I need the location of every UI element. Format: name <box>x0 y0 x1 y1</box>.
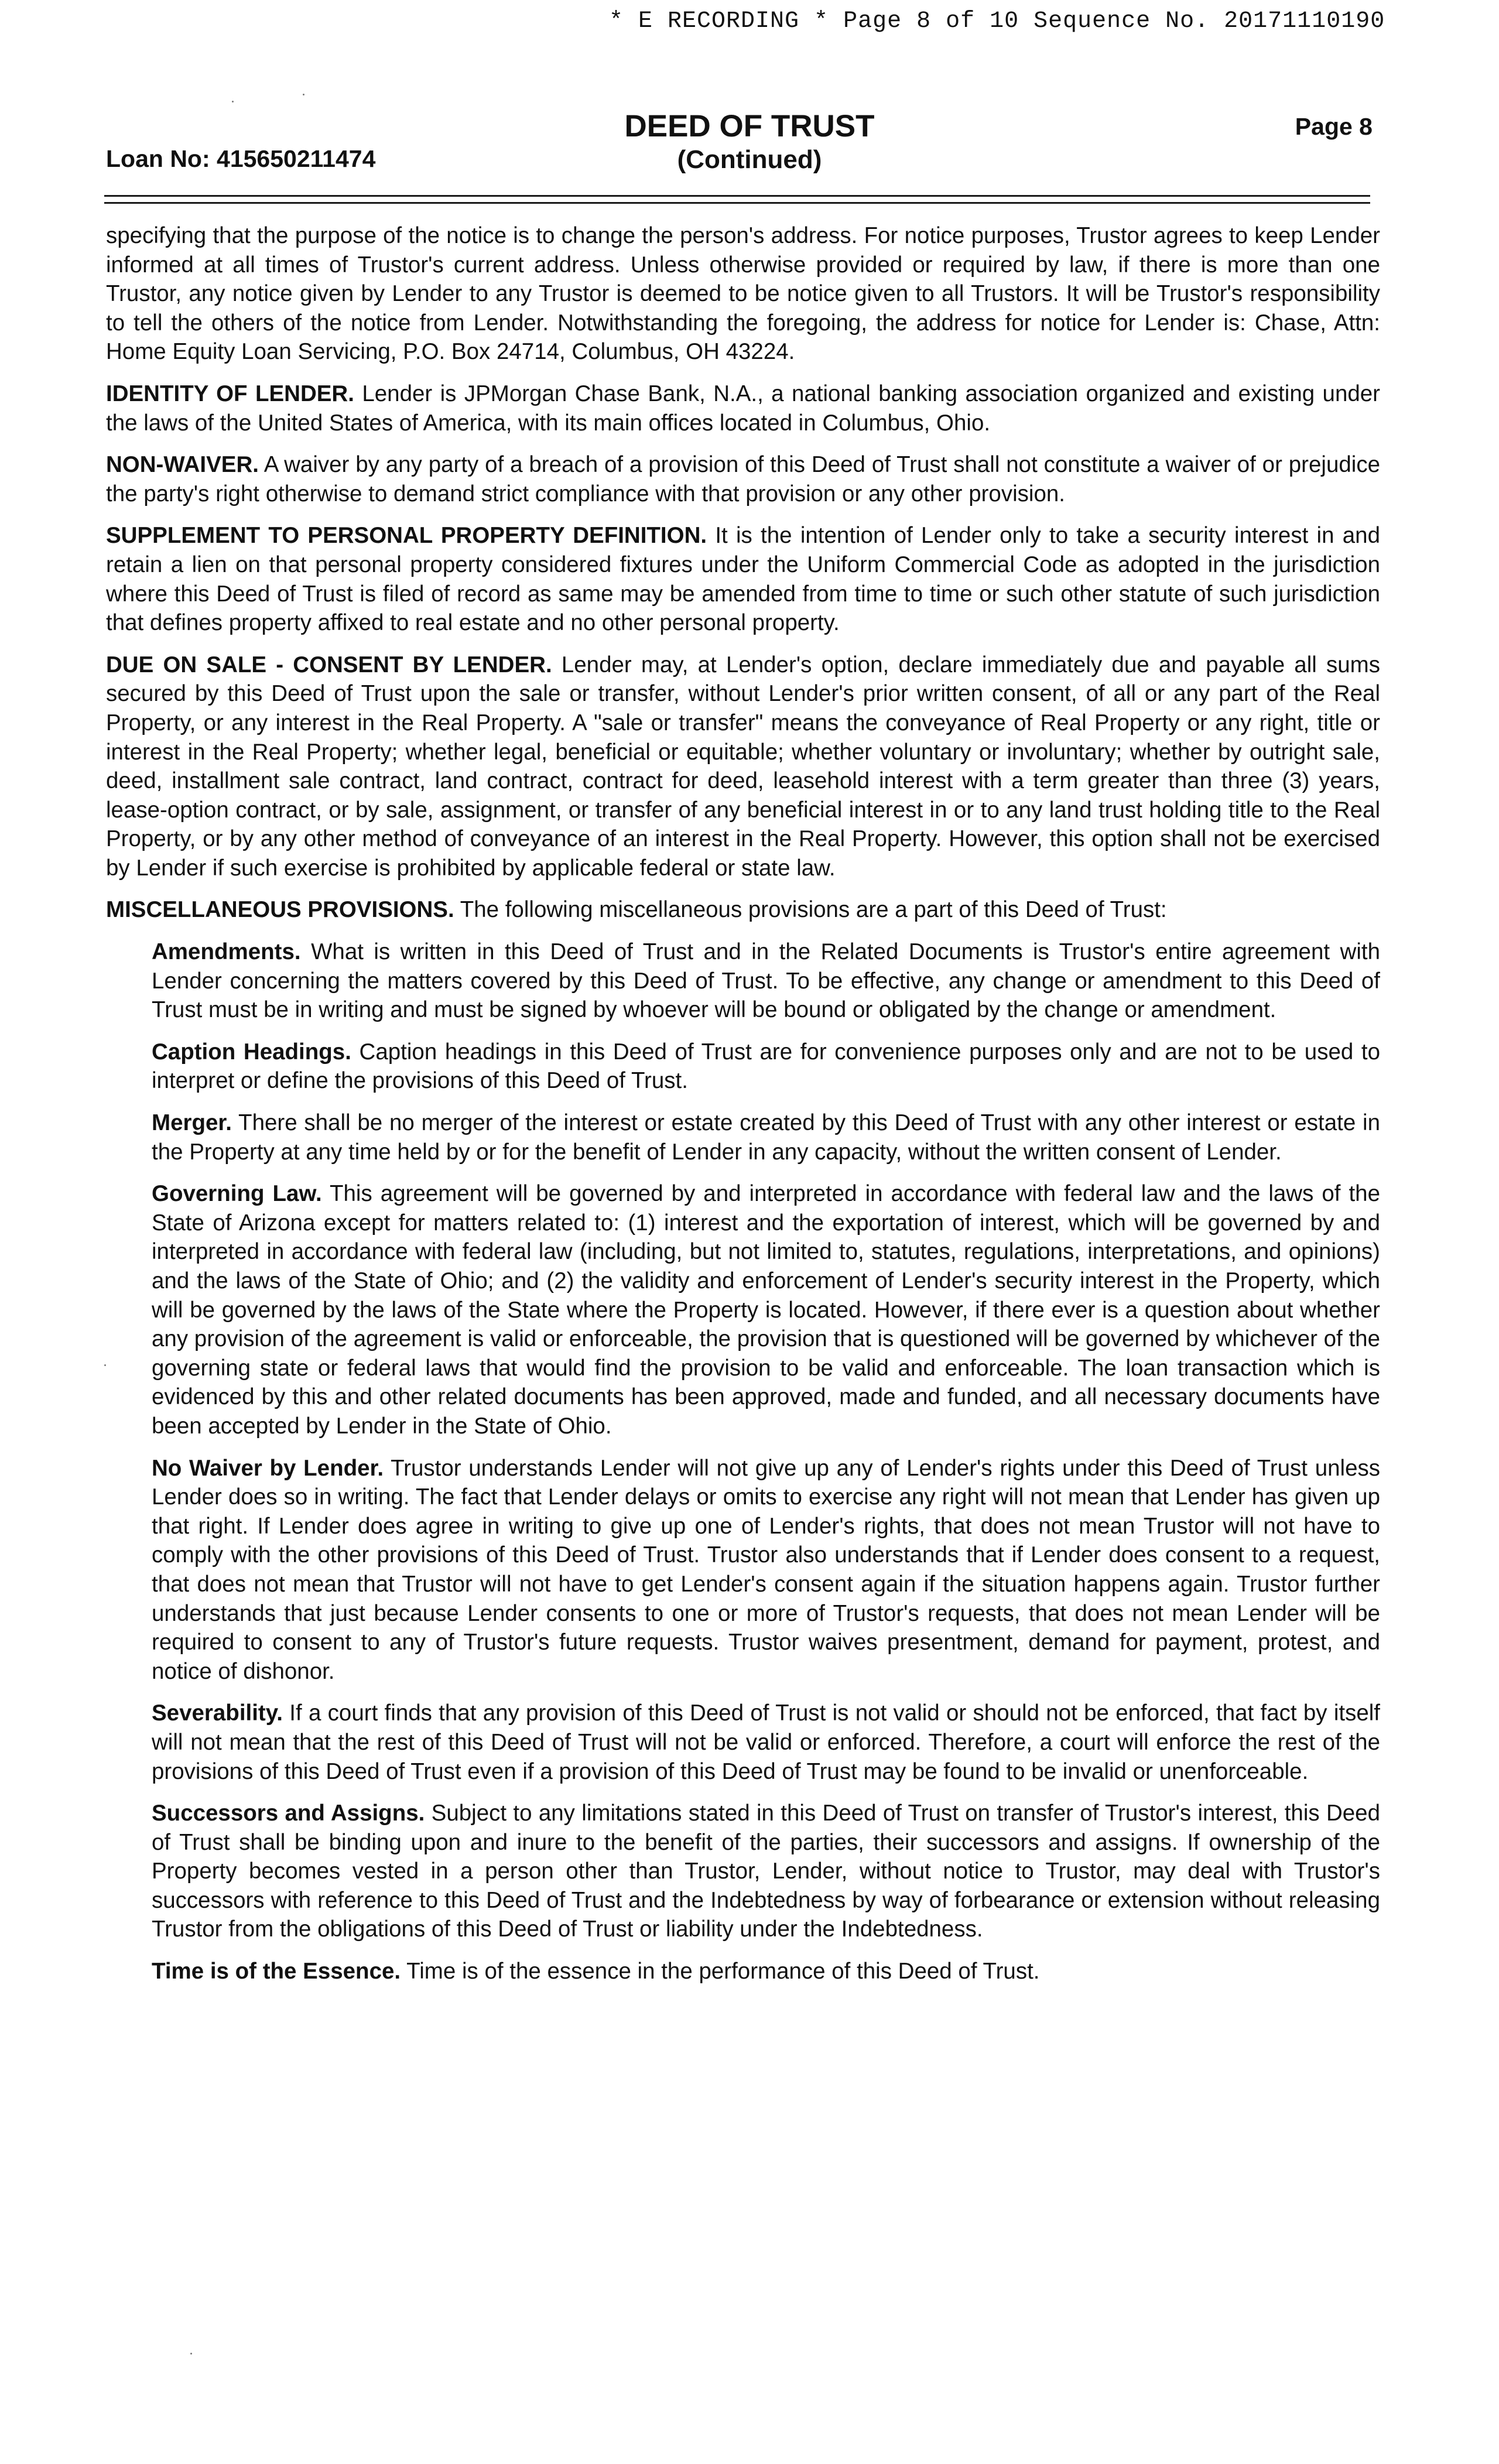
subsection-caption-headings <box>152 1038 1380 1096</box>
subsection-heading: Caption Headings. <box>152 1039 351 1065</box>
section-text: A waiver by any party of a breach of a provision of this Deed of Trust shall not constitute a waiver of or prejudice the party's right otherwise to demand strict compliance with that provision or any other provision. <box>106 452 1380 507</box>
scan-speck <box>232 101 234 102</box>
document-body <box>106 221 1380 1999</box>
subsection-text: Caption headings in this Deed of Trust are for convenience purposes only and are not to be used to interpret or define the provisions of this Deed of Trust. <box>152 1039 1380 1094</box>
section-identity-of-lender <box>106 379 1380 437</box>
section-text: Lender is JPMorgan Chase Bank, N.A., a national banking association organized and existing under the laws of the United States of America, with its main offices located in Columbus, Ohio. <box>106 381 1381 436</box>
section-heading: NON-WAIVER. <box>106 452 259 478</box>
section-heading: SUPPLEMENT TO PERSONAL PROPERTY DEFINITION. <box>106 523 707 549</box>
subsection-heading: Amendments. <box>152 939 301 965</box>
header-divider-bottom <box>104 202 1370 204</box>
subsection-heading: Governing Law. <box>152 1181 322 1207</box>
page-number: Page 8 <box>1295 113 1373 140</box>
subsection-heading: Successors and Assigns. <box>152 1801 425 1826</box>
subsection-severability <box>152 1699 1380 1786</box>
subsection-text: If a court finds that any provision of this Deed of Trust is not valid or should not be enforced, that fact by itself will not mean that the rest of this Deed of Trust will not be valid or enforced. Therefore, a court will enforce the rest of the provisions of this Deed of Trust even if a provision of this Deed of Trust may be found to be invalid or unenforceable. <box>152 1700 1380 1784</box>
subsection-heading: No Waiver by Lender. <box>152 1455 384 1481</box>
subsection-no-waiver-by-lender <box>152 1454 1380 1686</box>
section-heading: DUE ON SALE - CONSENT BY LENDER. <box>106 652 552 677</box>
scan-speck <box>190 2353 192 2355</box>
subsection-text: This agreement will be governed by and interpreted in accordance with federal law and the laws of the State of Arizona except for matters related to: (1) interest and the exportation of interest, which will be governed by and interpreted in accordance with federal law (including, but not limited to, statutes, regulations, interpretations, and opinions) and the laws of the State of Ohio; and (2) the validity and enforcement of Lender's security interest in the Property, which will be governed by the laws of the State where the Property is located. However, if there ever is a question about whether any provision of the agreement is valid or enforceable, the provision that is questioned will be governed by whichever of the governing state or federal laws that would find the provision to be valid and enforceable. The loan transaction which is evidenced by this and other related documents has been approved, made and funded, and all necessary documents have been accepted by Lender in the State of Ohio. <box>152 1181 1380 1439</box>
subsection-text: What is written in this Deed of Trust and in the Related Documents is Trustor's entire agreement with Lender concerning the matters covered by this Deed of Trust. To be effective, any change or amendment to this Deed of Trust must be in writing and must be signed by whoever will be bound or obligated by the change or amendment. <box>152 939 1380 1023</box>
subsection-heading: Severability. <box>152 1700 283 1726</box>
subsection-text: Time is of the essence in the performance of this Deed of Trust. <box>406 1959 1040 1984</box>
subsection-merger <box>152 1108 1380 1166</box>
subsection-heading: Merger. <box>152 1110 232 1136</box>
document-title: DEED OF TRUST <box>624 109 875 143</box>
subsection-text: Subject to any limitations stated in this Deed of Trust on transfer of Trustor's interest, this Deed of Trust shall be binding upon and inure to the benefit of the parties, their successors and assigns. If ownership of the Property becomes vested in a person other than Trustor, Lender, without notice to Trustor, may deal with Trustor's successors with reference to this Deed of Trust and the Indebtedness by way of forbearance or extension without releasing Trustor from the obligations of this Deed of Trust or liability under the Indebtedness. <box>152 1801 1381 1942</box>
subsection-text: There shall be no merger of the interest or estate created by this Deed of Trust with any other interest or estate in the Property at any time held by or for the benefit of Lender in any capacity, without the written consent of Lender. <box>152 1110 1380 1165</box>
subsection-heading: Time is of the Essence. <box>152 1959 401 1984</box>
scan-speck <box>303 94 304 95</box>
header-divider-top <box>104 195 1370 197</box>
section-heading: MISCELLANEOUS PROVISIONS. <box>106 897 454 923</box>
section-text: It is the intention of Lender only to take a security interest in and retain a lien on that personal property considered fixtures under the Uniform Commercial Code as adopted in the jurisdiction where this Deed of Trust is filed of record as same may be amended from time to time or such other statute of such jurisdiction that defines property affixed to real estate and no other personal property. <box>106 523 1380 636</box>
loan-number: Loan No: 415650211474 <box>106 145 376 172</box>
subsection-time-is-of-the-essence <box>152 1957 1380 1986</box>
section-text: Lender may, at Lender's option, declare immediately due and payable all sums secured by this Deed of Trust upon the sale or transfer, without Lender's prior written consent, of all or any part of the Real Property, or any interest in the Real Property. A "sale or transfer" means the conveyance of Real Property or any right, title or interest in the Real Property; whether legal, beneficial or equitable; whether voluntary or involuntary; whether by outright sale, deed, installment sale contract, land contract, contract for deed, leasehold interest with a term greater than three (3) years, lease-option contract, or by sale, assignment, or transfer of any beneficial interest in or to any land trust holding title to the Real Property, or by any other method of conveyance of an interest in the Real Property. However, this option shall not be exercised by Lender if such exercise is prohibited by applicable federal or state law. <box>106 652 1380 881</box>
subsection-governing-law <box>152 1179 1380 1440</box>
section-supplement-personal-property <box>106 521 1380 637</box>
section-heading: IDENTITY OF LENDER. <box>106 381 354 406</box>
subsection-successors-and-assigns <box>152 1799 1380 1944</box>
section-miscellaneous-provisions <box>106 895 1380 925</box>
section-non-waiver <box>106 450 1380 508</box>
subsection-text: Trustor understands Lender will not give up any of Lender's rights under this Deed of Trust unless Lender does so in writing. The fact that Lender delays or omits to exercise any right will not mean that Lender has given up that right. If Lender does agree in writing to give up one of Lender's rights, that does not mean Trustor will not have to comply with the other provisions of this Deed of Trust. Trustor also understands that if Lender does consent to a request, that does not mean that Trustor will not have to get Lender's consent again if the situation happens again. Trustor further understands that just because Lender consents to one or more of Trustor's requests, that does not mean Lender will be required to consent to any of Trustor's future requests. Trustor waives presentment, demand for payment, protest, and notice of dishonor. <box>152 1455 1380 1684</box>
document-subtitle: (Continued) <box>677 145 822 174</box>
section-due-on-sale <box>106 651 1380 883</box>
section-text: The following miscellaneous provisions are a part of this Deed of Trust: <box>460 897 1167 923</box>
intro-paragraph: specifying that the purpose of the notice is to change the person's address. For notice purposes, Trustor agrees to keep Lender informed at all times of Trustor's current address. Unless otherwise provided or required by law, if there is more than one Trustor, any notice given by Lender to any Trustor is deemed to be notice given to all Trustors. It will be Trustor's responsibility to tell the others of the notice from Lender. Notwithstanding the foregoing, the address for notice for Lender is: Chase, Attn: Home Equity Loan Servicing, P.O. Box 24714, Columbus, OH 43224. <box>106 223 1380 365</box>
recording-stamp: * E RECORDING * Page 8 of 10 Sequence No. 20171110190 <box>609 8 1385 35</box>
subsection-amendments <box>152 937 1380 1025</box>
